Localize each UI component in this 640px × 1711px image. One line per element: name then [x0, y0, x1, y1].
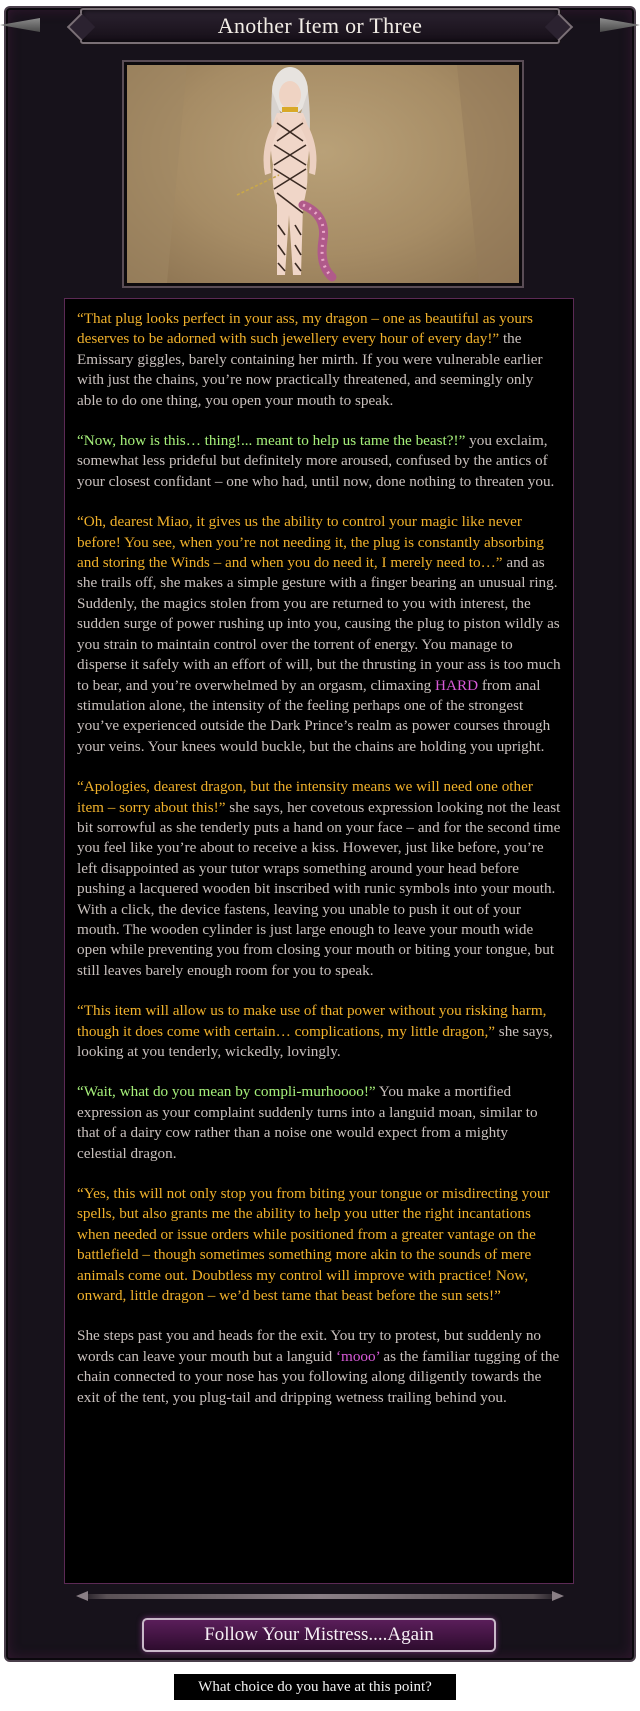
story-paragraph-2	[77, 431, 561, 492]
story-paragraph-7	[77, 1184, 561, 1306]
narration: She steps past you and heads for the exit. You try to protest, but suddenly no words can leave your mouth but a languid	[77, 1327, 542, 1365]
story-text-box	[64, 298, 574, 1584]
narration: from anal stimulation alone, the intensity of the feeling perhaps one of the strongest you’ve experienced outside the Dark Prince’s realm as power courses through your veins. Your knees would buckle, but the chains are holding you upright.	[77, 676, 551, 755]
narration: and as she trails off, she makes a simple gesture with a finger bearing an unusual ring. Suddenly, the magics stolen from you are returned to you with interest, the sudden surge of power rushing up into you, causing the plug to piston wildly as you strain to maintain control over the torrent of energy. You manage to disperse it safely with an effort of will, but the thrusting in your ass is too much to bear, and you’re overwhelmed by an orgasm, climaxing	[77, 554, 561, 694]
story-paragraph-3	[77, 512, 561, 757]
emissary-quote: “Apologies, dearest dragon, but the intensity means we will need one other item – sorry about this!”	[77, 778, 533, 816]
story-paragraph-8	[77, 1326, 561, 1408]
keyword-highlight: HARD	[435, 676, 479, 694]
emissary-quote: “Yes, this will not only stop you from biting your tongue or misdirecting your spells, but also grants me the ability to help you utter the right incantations when needed or issue orders while positioned from a greater vantage on the battlefield – though sometimes something more akin to the sounds of mere animals come out. Doubtless my control will improve with practice! Now, onward, little dragon – we’d best tame that beast before the sun sets!”	[77, 1185, 550, 1305]
keyword-highlight: ‘mooo’	[335, 1347, 380, 1365]
narration: she says, looking at you tenderly, wickedly, lovingly.	[77, 1022, 553, 1060]
ornamental-divider	[78, 1594, 562, 1599]
narration: the Emissary giggles, barely containing her mirth. If you were vulnerable earlier with just the chains, you’re now practically threatened, and seemingly only able to do one thing, you open your mouth to speak.	[77, 330, 543, 409]
story-paragraph-5	[77, 1001, 561, 1062]
character-figure-image	[127, 65, 519, 283]
choice-caption: What choice do you have at this point?	[174, 1674, 456, 1700]
narration: as the familiar tugging of the chain connected to your nose has you following along diligently towards the exit of the tent, you plug-tail and dripping wetness trailing behind you.	[77, 1347, 560, 1406]
event-illustration	[124, 62, 522, 286]
story-paragraph-6	[77, 1082, 561, 1164]
story-paragraph-1	[77, 309, 561, 411]
narration: You make a mortified expression as your complaint suddenly turns into a languid moan, similar to that of a dairy cow rather than a noise one would expect from a mighty celestial dragon.	[77, 1083, 538, 1162]
emissary-quote: “Oh, dearest Miao, it gives us the ability to control your magic like never before! You see, when you’re not needing it, the plug is constantly absorbing and storing the Winds – and when you do need it, I merely need to…”	[77, 513, 544, 572]
player-quote: “Now, how is this… thing!... meant to help us tame the beast?!”	[77, 432, 466, 450]
title-plate	[80, 8, 560, 44]
narration: she says, her covetous expression looking not the least bit sorrowful as she tenderly puts a hand on your face – and for the second time you feel like you’re about to receive a kiss. However, just like before, you’re left disappointed as your tutor wraps something around your head before pushing a lacquered wooden bit inscribed with runic symbols into your mouth. With a click, the device fastens, leaving you unable to push it out of your mouth. The wooden cylinder is just large enough to leave your mouth wide open while preventing you from closing your mouth or biting your tongue, but still leaves barely enough room for you to speak.	[77, 798, 561, 979]
emissary-quote: “This item will allow us to make use of that power without you risking harm, though it does come with certain… complications, my little dragon,”	[77, 1002, 547, 1040]
story-paragraph-4	[77, 777, 561, 981]
follow-mistress-choice-button[interactable]: Follow Your Mistress....Again	[142, 1618, 496, 1652]
player-quote: “Wait, what do you mean by compli-murhoooo!”	[77, 1083, 376, 1101]
emissary-quote: “That plug looks perfect in your ass, my dragon – one as beautiful as yours deserves to be adorned with such jewellery every hour of every day!”	[77, 310, 533, 348]
event-title: Another Item or Three	[217, 13, 423, 38]
narration: you exclaim, somewhat less prideful but definitely more aroused, confused by the antics of your closest confidant – one who had, until now, done nothing to threaten you.	[77, 432, 555, 490]
